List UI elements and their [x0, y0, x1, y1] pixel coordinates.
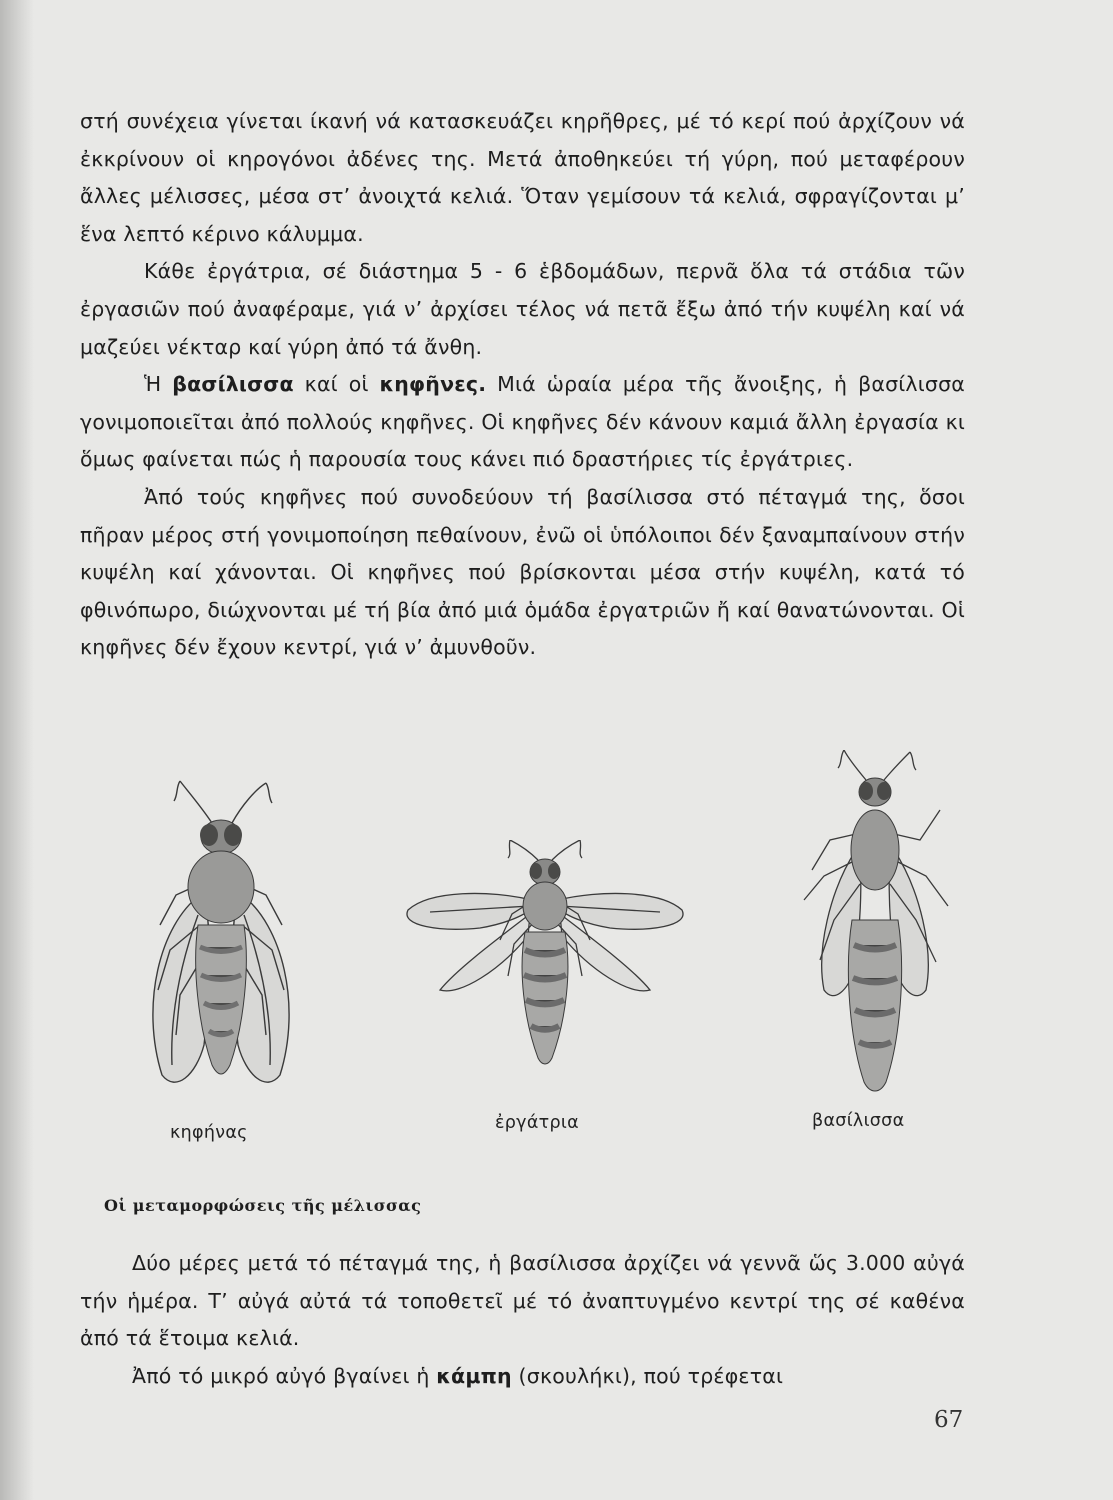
- caption-drone: κηφήνας: [170, 1123, 248, 1143]
- text-run: Ἡ: [144, 372, 173, 397]
- section-heading: Οἱ μεταμορφώσεις τῆς μέλισσας: [104, 1196, 422, 1215]
- page-number: 67: [934, 1407, 964, 1433]
- text-run: Ἀπό τούς κηφῆνες πού συνοδεύουν τή βασίλισσα στό πέταγμά της, ὅσοι πῆραν μέρος στή γονιμοποίηση πεθαίνουν, ἐνῶ οἱ ὑπόλοιποι δέν ξαναμπαίνουν στήν κυψέλη καί χάνονται. Οἱ κηφῆνες πού βρίσκονται μέσα στήν κυψέλη, κατά τό φθινόπωρο, διώχνονται μέ τή βία ἀπό μιά ὁμάδα ἐργατριῶν ἤ καί θανατώνονται. Οἱ κηφῆνες δέν ἔχουν κεντρί, γιά ν’ ἀμυνθοῦν.: [80, 484, 965, 660]
- lower-text-block: [80, 1245, 965, 1395]
- queen-bee-illustration: [790, 750, 960, 1105]
- paragraph: [80, 479, 965, 667]
- text-run: Κάθε ἐργάτρια, σέ διάστημα 5 - 6 ἑβδομάδων, περνᾶ ὅλα τά στάδια τῶν ἐργασιῶν πού ἀναφέραμε, γιά ν’ ἀρχίσει τέλος νά πετᾶ ἔξω ἀπό τήν κυψέλη καί νά μαζεύει νέκταρ καί γύρη ἀπό τά ἄνθη.: [80, 259, 965, 359]
- text-run: στή συνέχεια γίνεται ίκανή νά κατασκευάζει κηρῆθρες, μέ τό κερί πού ἀρχίζουν νά ἐκκρίνουν οἱ κηρογόνοι ἀδένες της. Μετά ἀποθηκεύει τή γύρη, πού μεταφέρουν ἄλλες μέλισσες, μέσα στ’ ἀνοιχτά κελιά. Ὅταν γεμίσουν τά κελιά, σφραγίζονται μ’ ἕνα λεπτό κέρινο κάλυμμα.: [80, 109, 965, 246]
- bold-term: κάμπη: [436, 1363, 512, 1388]
- bold-term: κηφῆνες.: [379, 372, 487, 397]
- bees-figure: [80, 745, 980, 1165]
- bold-term: βασίλισσα: [172, 372, 294, 397]
- page-spine-shadow: [0, 0, 34, 1500]
- worker-bee-illustration: [400, 840, 690, 1075]
- paragraph: [80, 253, 965, 366]
- caption-worker: ἐργάτρια: [495, 1113, 579, 1133]
- paragraph: [80, 1245, 965, 1358]
- text-run: Ἀπό τό μικρό αὐγό βγαίνει ἡ: [132, 1363, 437, 1388]
- caption-queen: βασίλισσα: [812, 1111, 905, 1131]
- text-run: (σκουλήκι), πού τρέφεται: [511, 1363, 784, 1388]
- paragraph: [80, 366, 965, 479]
- text-run: Δύο μέρες μετά τό πέταγμά της, ἡ βασίλισσα ἀρχίζει νά γεννᾶ ὥς 3.000 αὐγά τήν ἡμέρα. Τ’ αὐγά αὐτά τά τοποθετεῖ μέ τό ἀναπτυγμένο κεντρί της σέ καθένα ἀπό τά ἕτοιμα κελιά.: [80, 1251, 965, 1351]
- paragraph: [80, 103, 965, 253]
- text-run: Μιά ὡραία μέρα τῆς ἄνοιξης, ἡ βασίλισσα γονιμοποιεῖται ἀπό πολλούς κηφῆνες. Οἱ κηφῆνες δέν κάνουν καμιά ἄλλη ἐργασία κι ὅμως φαίνεται πώς ἡ παρουσία τους κάνει πιό δραστήριες τίς ἐργάτριες.: [80, 372, 965, 472]
- text-run: καί οἱ: [293, 372, 380, 397]
- upper-text-block: [80, 103, 965, 667]
- paragraph: [80, 1358, 965, 1396]
- drone-bee-illustration: [120, 775, 320, 1105]
